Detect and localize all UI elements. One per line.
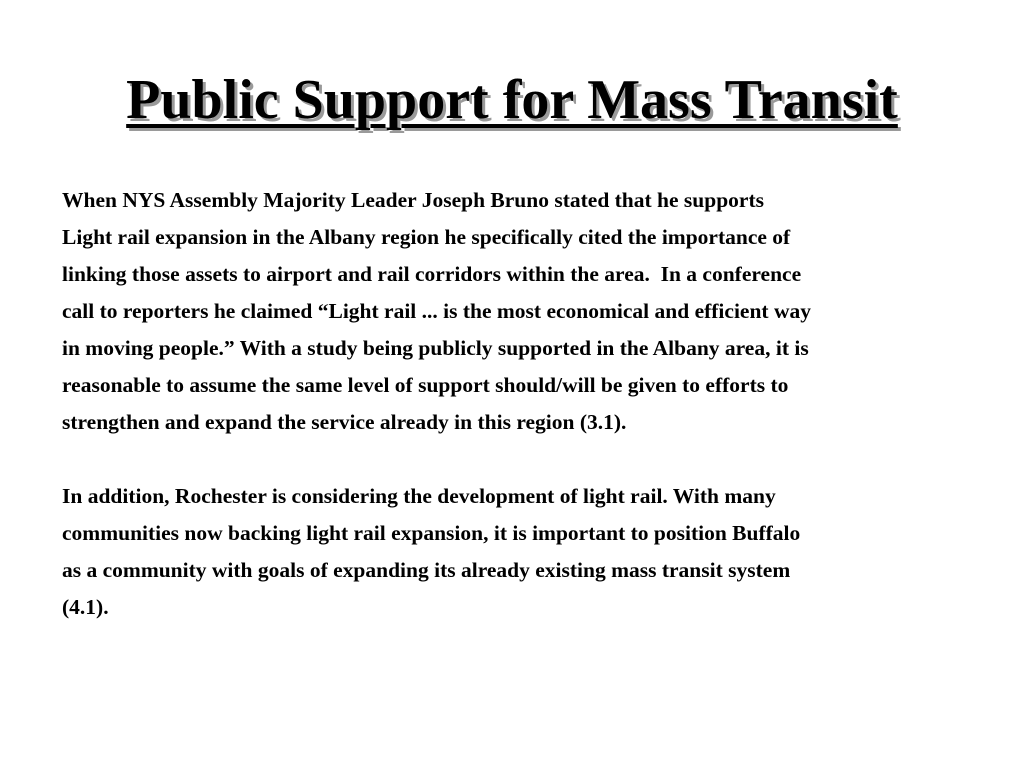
paragraph-rochester [62, 478, 962, 626]
slide-title: Public Support for Mass Transit [126, 69, 898, 131]
paragraph-spacer [62, 441, 962, 478]
text-line: (4.1). [62, 595, 109, 619]
text-line: in moving people.” With a study being publicly supported in the Albany area, it is [62, 336, 809, 360]
text-line: In addition, Rochester is considering the development of light rail. With many [62, 484, 776, 508]
text-line: linking those assets to airport and rail corridors within the area. In a conference [62, 262, 802, 286]
text-line: reasonable to assume the same level of support should/will be given to efforts to [62, 373, 789, 397]
text-line: communities now backing light rail expansion, it is important to position Buffalo [62, 521, 801, 545]
text-line: as a community with goals of expanding its already existing mass transit system [62, 558, 791, 582]
slide-body [62, 182, 962, 626]
text-line: When NYS Assembly Majority Leader Joseph Bruno stated that he supports [62, 188, 764, 212]
text-line: call to reporters he claimed “Light rail ... is the most economical and efficient way [62, 299, 811, 323]
text-line: Light rail expansion in the Albany region he specifically cited the importance of [62, 225, 791, 249]
text-line: strengthen and expand the service already in this region (3.1). [62, 410, 627, 434]
paragraph-bruno [62, 182, 962, 441]
